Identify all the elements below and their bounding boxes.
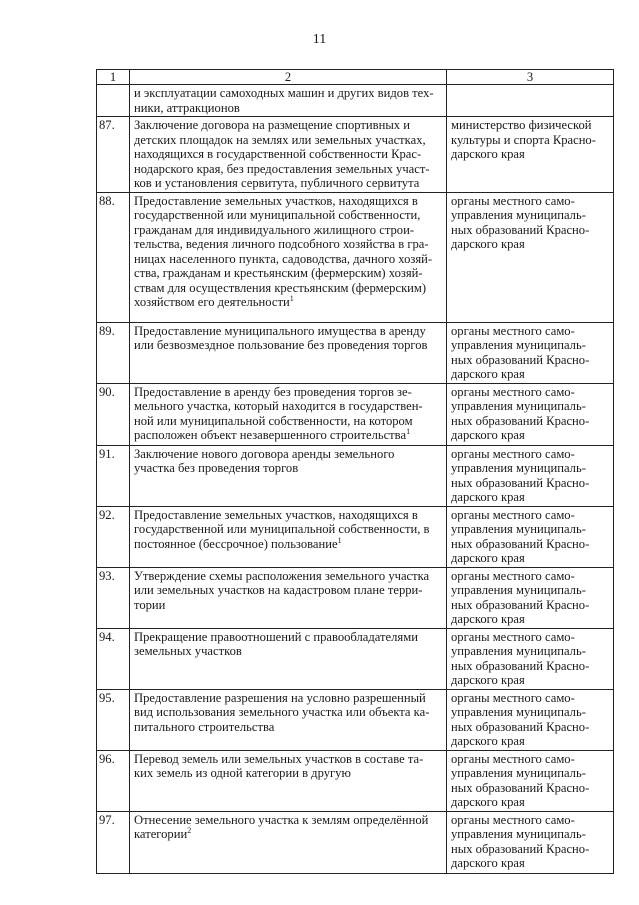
authority-cell	[447, 567, 614, 628]
service-line-text: детских площадок на землях или земельных участках,	[134, 132, 426, 147]
authority-line: органы местного само-	[451, 751, 575, 766]
service-line	[134, 461, 442, 476]
service-line	[134, 252, 442, 267]
service-line	[134, 223, 442, 238]
service-line	[134, 194, 442, 209]
service-line	[134, 630, 442, 645]
service-line	[134, 399, 442, 414]
authority-line: ных образований Красно-	[451, 658, 590, 673]
service-name-cell	[130, 192, 447, 322]
service-line-text: Отнесение земельного участка к землям определённой	[134, 812, 429, 827]
service-line	[134, 813, 442, 828]
service-line	[134, 118, 442, 133]
authority-line: ных образований Красно-	[451, 841, 590, 856]
service-line	[134, 522, 442, 537]
footnote-marker: 1	[406, 426, 411, 436]
authority-line: дарского края	[451, 612, 525, 626]
header-col-3: 3	[447, 70, 614, 85]
table-row	[97, 192, 614, 322]
authority-line: управления муниципаль-	[451, 644, 586, 658]
service-line	[134, 644, 442, 659]
service-line	[134, 133, 442, 148]
service-line	[134, 385, 442, 400]
footnote-marker: 1	[289, 293, 294, 303]
authority-line: органы местного само-	[451, 507, 575, 522]
continuation-num-cell	[97, 85, 130, 117]
authority-line: культуры и спорта Красно-	[451, 132, 596, 147]
service-line	[134, 266, 442, 281]
service-line	[134, 720, 442, 735]
authority-line: органы местного само-	[451, 193, 575, 208]
authority-line: управления муниципаль-	[451, 522, 586, 536]
service-line-text: государственной или муниципальной собственности, в	[134, 522, 430, 536]
table-row	[97, 117, 614, 193]
service-line-text: Предоставление земельных участков, находящихся в	[134, 507, 418, 522]
row-number: 91.	[97, 445, 130, 506]
authority-line: ных образований Красно-	[451, 597, 590, 612]
header-col-1: 1	[97, 70, 130, 85]
authority-line: органы местного само-	[451, 446, 575, 461]
authority-cell	[447, 192, 614, 322]
page-number: 11	[312, 32, 327, 47]
authority-line: управления муниципаль-	[451, 583, 586, 597]
service-line	[134, 705, 442, 720]
service-line-text: Заключение договора на размещение спортивных и	[134, 118, 410, 132]
service-line	[134, 428, 442, 443]
service-name-cell	[130, 567, 447, 628]
table-row	[97, 322, 614, 383]
authority-line: дарского края	[451, 551, 525, 565]
service-name-cell	[130, 117, 447, 193]
service-name-cell	[130, 445, 447, 506]
authority-line: дарского края	[451, 734, 525, 748]
service-line-text: или земельных участков на кадастровом плане терри-	[134, 583, 423, 597]
row-number: 93.	[97, 567, 130, 628]
service-line	[134, 598, 442, 613]
header-col-2: 2	[130, 70, 447, 85]
service-line-text: ких земель из одной категории в другую	[134, 766, 351, 780]
authority-line: органы местного само-	[451, 690, 575, 705]
service-name-cell	[130, 628, 447, 689]
row-number: 94.	[97, 628, 130, 689]
table-row	[97, 750, 614, 811]
service-line-text: постоянное (бессрочное) пользование	[134, 536, 338, 551]
authority-cell	[447, 628, 614, 689]
service-name-cell	[130, 811, 447, 873]
service-line-text: ной или муниципальной собственности, на котором	[134, 413, 413, 428]
service-line: и эксплуатации самоходных машин и других видов тех-	[134, 86, 434, 100]
authority-line: управления муниципаль-	[451, 208, 586, 222]
authority-cell	[447, 445, 614, 506]
row-number: 87.	[97, 117, 130, 193]
service-line-text: тельства, ведения личного подсобного хозяйства в гра-	[134, 237, 429, 251]
row-number: 92.	[97, 506, 130, 567]
authority-line: органы местного само-	[451, 812, 575, 827]
table-header-row	[97, 70, 614, 85]
service-line	[134, 447, 442, 462]
authority-line: дарского края	[451, 237, 525, 251]
footnote-marker: 1	[337, 535, 342, 545]
service-line-text: нодарского края, без предоставления земельных участ-	[134, 161, 430, 176]
service-name-cell	[130, 750, 447, 811]
service-line-text: государственной или муниципальной собственности,	[134, 208, 421, 222]
service-line-text: хозяйством его деятельности	[134, 295, 290, 309]
authority-line: управления муниципаль-	[451, 338, 586, 352]
service-line	[134, 766, 442, 781]
authority-line: управления муниципаль-	[451, 827, 586, 841]
service-line	[134, 208, 442, 223]
services-table	[96, 69, 614, 874]
service-line	[134, 537, 442, 552]
authority-line: дарского края	[451, 428, 525, 442]
service-line-text: земельных участков	[134, 644, 242, 658]
authority-cell	[447, 689, 614, 750]
service-line-text: ков и установления сервитута, публичного сервитута	[134, 176, 420, 190]
table-row	[97, 445, 614, 506]
service-line-text: ницах населенного пункта, садоводства, дачного хозяй-	[134, 251, 433, 266]
service-line	[134, 162, 442, 177]
service-line-text: вид использования земельного участка или объекта ка-	[134, 705, 430, 719]
service-name-cell	[130, 506, 447, 567]
authority-line: дарского края	[451, 147, 525, 161]
authority-cell	[447, 506, 614, 567]
service-line-text: Предоставление в аренду без проведения торгов зе-	[134, 384, 412, 399]
table-row	[97, 689, 614, 750]
row-number: 95.	[97, 689, 130, 750]
service-line-text: питального строительства	[134, 719, 275, 734]
table-row	[97, 567, 614, 628]
service-line	[134, 691, 442, 706]
authority-cell	[447, 750, 614, 811]
continuation-service-cell	[130, 85, 447, 117]
service-line	[134, 569, 442, 584]
row-number: 96.	[97, 750, 130, 811]
row-number: 90.	[97, 383, 130, 445]
service-line	[134, 508, 442, 523]
service-line-text: категории	[134, 827, 188, 841]
service-line-text: тории	[134, 597, 166, 612]
service-line	[134, 176, 442, 191]
authority-line: органы местного само-	[451, 323, 575, 338]
authority-line: ных образований Красно-	[451, 413, 590, 428]
service-line	[134, 295, 442, 310]
authority-line: управления муниципаль-	[451, 766, 586, 780]
service-line-text: Утверждение схемы расположения земельного участка	[134, 568, 430, 583]
authority-line: ных образований Красно-	[451, 780, 590, 795]
authority-line: управления муниципаль-	[451, 399, 586, 413]
authority-line: дарского края	[451, 673, 525, 687]
service-line-text: Предоставление муниципального имущества в аренду	[134, 323, 426, 338]
service-line-text: ствам для осуществления крестьянским (фермерским)	[134, 280, 427, 295]
service-line-text: ства, гражданам и крестьянским (фермерским) хозяй-	[134, 266, 423, 280]
authority-line: дарского края	[451, 490, 525, 504]
authority-line: органы местного само-	[451, 384, 575, 399]
service-line	[134, 414, 442, 429]
table-row	[97, 506, 614, 567]
service-line-text: мельного участка, который находится в государствен-	[134, 399, 423, 413]
service-line	[134, 827, 442, 842]
continuation-row	[97, 85, 614, 117]
service-name-cell	[130, 383, 447, 445]
service-line-text: Предоставление разрешения на условно разрешенный	[134, 690, 426, 705]
service-line	[134, 237, 442, 252]
authority-line: ных образований Красно-	[451, 475, 590, 490]
service-line-text: находящихся в государственной собственности Крас-	[134, 147, 422, 161]
table-row	[97, 811, 614, 873]
authority-line: дарского края	[451, 795, 525, 809]
authority-line: органы местного само-	[451, 568, 575, 583]
service-name-cell	[130, 322, 447, 383]
service-line	[134, 338, 442, 353]
authority-cell	[447, 117, 614, 193]
row-number: 97.	[97, 811, 130, 873]
table-row	[97, 383, 614, 445]
authority-cell	[447, 383, 614, 445]
row-number: 89.	[97, 322, 130, 383]
service-line	[134, 583, 442, 598]
authority-line: дарского края	[451, 367, 525, 381]
authority-line: органы местного само-	[451, 629, 575, 644]
table-row	[97, 628, 614, 689]
authority-cell	[447, 811, 614, 873]
service-line-text: Предоставление земельных участков, находящихся в	[134, 193, 418, 208]
footnote-marker: 2	[187, 825, 192, 835]
service-line	[134, 281, 442, 296]
authority-line: ных образований Красно-	[451, 222, 590, 237]
authority-line: министерство физической	[451, 118, 592, 132]
service-line-text: расположен объект незавершенного строительства	[134, 428, 407, 442]
service-line-text: Заключение нового договора аренды земельного	[134, 446, 395, 461]
authority-line: управления муниципаль-	[451, 461, 586, 475]
service-line-text: участка без проведения торгов	[134, 461, 299, 475]
service-line-text: Прекращение правоотношений с правообладателями	[134, 629, 418, 644]
continuation-authority-cell	[447, 85, 614, 117]
service-line-text: Перевод земель или земельных участков в составе та-	[134, 751, 424, 766]
service-name-cell	[130, 689, 447, 750]
service-line	[134, 324, 442, 339]
authority-cell	[447, 322, 614, 383]
service-line	[134, 752, 442, 767]
service-line-text: или безвозмездное пользование без проведения торгов	[134, 338, 428, 352]
service-line: ники, аттракционов	[134, 100, 240, 115]
row-number: 88.	[97, 192, 130, 322]
authority-line: управления муниципаль-	[451, 705, 586, 719]
service-line-text: гражданам для индивидуального жилищного строи-	[134, 222, 415, 237]
authority-line: дарского края	[451, 856, 525, 870]
service-line	[134, 147, 442, 162]
authority-line: ных образований Красно-	[451, 536, 590, 551]
authority-line: ных образований Красно-	[451, 352, 590, 367]
authority-line: ных образований Красно-	[451, 719, 590, 734]
